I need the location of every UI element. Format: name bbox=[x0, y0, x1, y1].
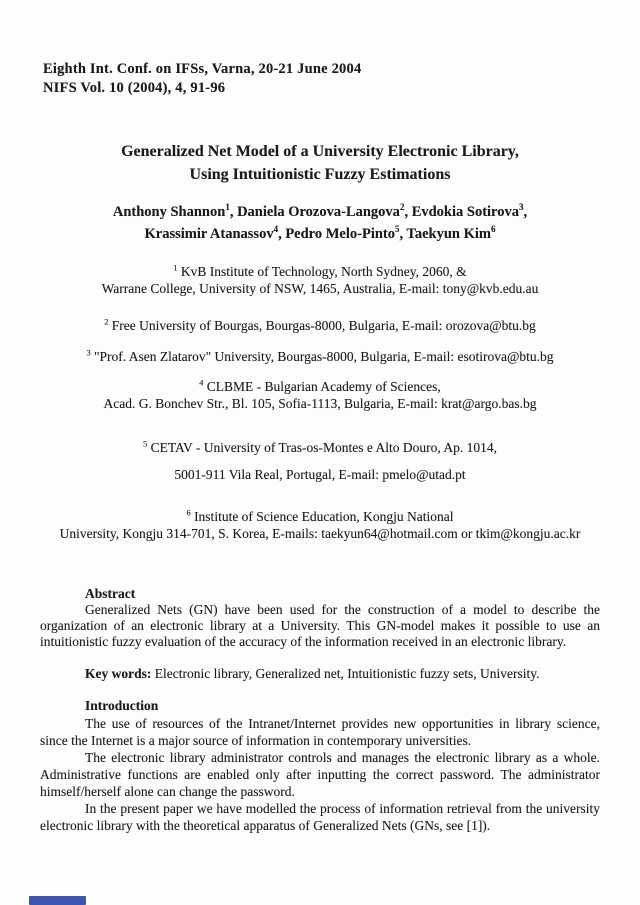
author-superscript: 3 bbox=[519, 202, 524, 213]
affiliation-6-line-1 bbox=[20, 508, 620, 525]
affiliation-2-line-1 bbox=[40, 317, 600, 334]
affiliation-1-line-1 bbox=[40, 263, 600, 280]
affiliation-text: CLBME - Bulgarian Academy of Sciences, bbox=[203, 379, 441, 394]
affiliation-5-line-1 bbox=[40, 434, 600, 461]
authors bbox=[40, 201, 600, 245]
keywords-label: Key words: bbox=[85, 666, 152, 681]
author-name: , Daniela Orozova-Langova bbox=[229, 204, 400, 220]
affiliation-3 bbox=[40, 348, 600, 365]
authors-line-separator: , bbox=[523, 204, 528, 220]
author-name: Krassimir Atanassov bbox=[144, 226, 274, 242]
author-superscript: 1 bbox=[225, 202, 230, 213]
authors-line-1 bbox=[40, 201, 600, 223]
paper-title bbox=[40, 140, 600, 186]
affiliation-text: Institute of Science Education, Kongju National bbox=[190, 509, 454, 524]
affiliation-text: Free University of Bourgas, Bourgas-8000, Bulgaria, E-mail: orozova@btu.bg bbox=[108, 318, 536, 333]
conference-header-line-1: Eighth Int. Conf. on IFSs, Varna, 20-21 June 2004 bbox=[43, 61, 362, 77]
affiliation-4 bbox=[40, 378, 600, 412]
keywords-text: Electronic library, Generalized net, Intuitionistic fuzzy sets, University. bbox=[151, 666, 540, 681]
paper-title-line-1: Generalized Net Model of a University Electronic Library, bbox=[121, 143, 519, 160]
author-superscript: 5 bbox=[395, 224, 400, 235]
affiliation-text: CETAV - University of Tras-os-Montes e Alto Douro, Ap. 1014, bbox=[147, 440, 497, 455]
author-name: Anthony Shannon bbox=[112, 204, 226, 220]
author-name: , Evdokia Sotirova bbox=[404, 204, 519, 220]
affiliation-4-line-2: Acad. G. Bonchev Str., Bl. 105, Sofia-1113, Bulgaria, E-mail: krat@argo.bas.bg bbox=[103, 396, 537, 411]
affiliation-3-line-1 bbox=[40, 348, 600, 365]
author-superscript: 4 bbox=[273, 224, 279, 235]
affiliation-superscript: 6 bbox=[186, 508, 191, 518]
scan-artifact-bar bbox=[29, 896, 86, 905]
affiliation-1-line-2: Warrane College, University of NSW, 1465, Australia, E-mail: tony@kvb.edu.au bbox=[101, 281, 539, 296]
author-name: , Taekyun Kim bbox=[399, 226, 491, 242]
affiliation-2 bbox=[40, 317, 600, 334]
conference-header bbox=[43, 60, 640, 98]
affiliation-superscript: 2 bbox=[104, 317, 109, 327]
intro-paragraph-2: The electronic library administrator controls and manages the electronic library as a whole. Administrative functions are enabled only after inputting the correct password. The administrator himself/herself alone can change the password. bbox=[40, 750, 600, 799]
affiliation-superscript: 5 bbox=[143, 439, 148, 449]
affiliation-6-line-2: University, Kongju 314-701, S. Korea, E-mails: taekyun64@hotmail.com or tkim@kongju.ac.kr bbox=[59, 526, 581, 541]
affiliation-5 bbox=[40, 434, 600, 488]
paper-title-line-2: Using Intuitionistic Fuzzy Estimations bbox=[189, 166, 451, 183]
introduction-heading: Introduction bbox=[85, 698, 159, 713]
abstract-heading: Abstract bbox=[85, 586, 136, 601]
affiliation-superscript: 1 bbox=[173, 263, 178, 273]
abstract-section bbox=[40, 586, 600, 650]
affiliation-superscript: 4 bbox=[199, 378, 204, 388]
affiliation-1 bbox=[40, 263, 600, 297]
keywords-line bbox=[40, 666, 600, 682]
affiliation-6 bbox=[20, 508, 620, 542]
affiliation-4-line-1 bbox=[40, 378, 600, 395]
affiliation-text: "Prof. Asen Zlatarov" University, Bourgas-8000, Bulgaria, E-mail: esotirova@btu.bg bbox=[90, 349, 554, 364]
intro-paragraph-3: In the present paper we have modelled the process of information retrieval from the university electronic library with the theoretical apparatus of Generalized Nets (GNs, see [1]). bbox=[40, 801, 600, 833]
abstract-text: Generalized Nets (GN) have been used for the construction of a model to describe the organization of an electronic library at a University. This GN-model makes it possible to use an intuitionistic fuzzy evaluation of the accuracy of the information received in an electronic library. bbox=[40, 602, 600, 649]
author-name: , Pedro Melo-Pinto bbox=[278, 226, 395, 242]
conference-header-line-2: NIFS Vol. 10 (2004), 4, 91-96 bbox=[43, 80, 226, 96]
introduction-section bbox=[40, 698, 600, 834]
affiliation-5-line-2: 5001-911 Vila Real, Portugal, E-mail: pmelo@utad.pt bbox=[174, 467, 466, 482]
affiliation-superscript: 3 bbox=[86, 348, 91, 358]
author-superscript: 2 bbox=[399, 202, 405, 213]
authors-line-2 bbox=[40, 223, 600, 245]
affiliation-text: KvB Institute of Technology, North Sydney, 2060, & bbox=[177, 264, 467, 279]
intro-paragraph-1: The use of resources of the Intranet/Internet provides new opportunities in library science, since the Internet is a major source of information in contemporary universities. bbox=[40, 716, 600, 748]
author-superscript: 6 bbox=[490, 224, 496, 235]
